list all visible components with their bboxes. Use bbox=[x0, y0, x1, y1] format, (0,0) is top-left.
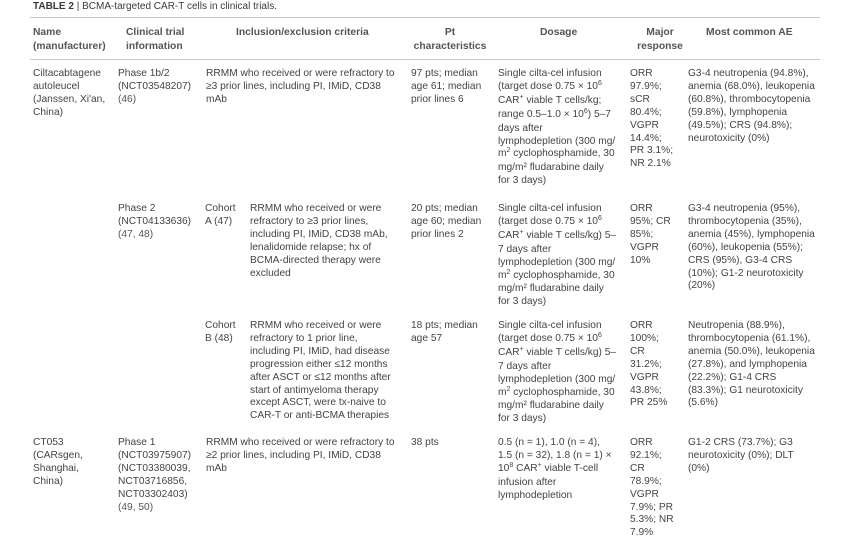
row1-ae: G3-4 neutropenia (94.8%), anemia (68.0%), leukopenia (60.8%), thrombocytopenia (59.8%), lymphopenia (49.5%); CRS (94.8%); neurotoxicity (0%) bbox=[688, 68, 815, 144]
row1-pt: 97 pts; median age 61; median prior lines 6 bbox=[411, 68, 482, 105]
row1-name: Ciltacabtagene autoleucel (Janssen, Xi'an, China) bbox=[33, 68, 106, 118]
header-name: Name (manufacturer) bbox=[33, 27, 106, 52]
header-response: Major response bbox=[637, 27, 683, 52]
row4-trial: Phase 1 (NCT03975907) (NCT03380039, NCT03716856, NCT03302403) (49, 50) bbox=[118, 437, 192, 513]
row1-response: ORR 97.9%; sCR 80.4%; VGPR 14.4%; PR 3.1%; NR 2.1% bbox=[630, 68, 674, 170]
row3-criteria: RRMM who received or were refractory to 1 prior line, including PI, IMiD, had disease progression either ≤12 months after ASCT or ≤12 months after start of antimyeloma therapy except ASCT, were tx-naive to CAR-T or anti-BCMA therapies bbox=[250, 320, 391, 422]
row2-ae: G3-4 neutropenia (95%), thrombocytopenia (35%), anemia (45%), lymphopenia (60%), leukopenia (55%); CRS (95%), G3-4 CRS (10%); G1-2 neurotoxicity (20%) bbox=[688, 203, 815, 292]
top-rule bbox=[30, 17, 820, 18]
table-label: TABLE 2 bbox=[33, 1, 74, 12]
header-pt: Pt characteristics bbox=[413, 27, 487, 52]
header-dosage: Dosage bbox=[540, 27, 578, 38]
row2-pt: 20 pts; median age 60; median prior lines 2 bbox=[411, 203, 482, 240]
table-caption bbox=[33, 0, 277, 13]
row3-cohort: Cohort B (48) bbox=[205, 320, 236, 344]
row1-criteria: RRMM who received or were refractory to ≥3 prior lines, including PI, IMiD, CD38 mAb bbox=[206, 68, 395, 105]
row4-ae: G1-2 CRS (73.7%); G3 neurotoxicity (0%); DLT (0%) bbox=[688, 437, 794, 474]
row4-criteria: RRMM who received or were refractory to ≥2 prior lines, including PI, IMiD, CD38 mAb bbox=[206, 437, 395, 474]
header-criteria: Inclusion/exclusion criteria bbox=[236, 27, 369, 38]
row4-name: CT053 (CARsgen, Shanghai, China) bbox=[33, 437, 83, 487]
header-trial: Clinical trial information bbox=[126, 27, 185, 52]
row3-response: ORR 100%; CR 31.2%; VGPR 43.8%; PR 25% bbox=[630, 320, 668, 409]
header-ae: Most common AE bbox=[706, 27, 793, 38]
row4-pt: 38 pts bbox=[411, 437, 439, 448]
row2-response: ORR 95%; CR 85%; VGPR 10% bbox=[630, 203, 671, 266]
row3-ae: Neutropenia (88.9%), thrombocytopenia (61.1%), anemia (50.0%), leukopenia (27.8%), and lymphopenia (22.2%); G1-4 CRS (83.3%); G1 neurotoxicity (5.6%) bbox=[688, 320, 815, 409]
row3-pt: 18 pts; median age 57 bbox=[411, 320, 478, 344]
header-rule bbox=[30, 59, 820, 60]
row4-response: ORR 92.1%; CR 78.9%; VGPR 7.9%; PR 5.3%; NR 7.9% bbox=[630, 437, 674, 539]
caption-separator: | bbox=[76, 1, 80, 12]
row4-dosage: 0.5 (n = 1), 1.0 (n = 4), 1.5 (n = 32), 1.8 (n = 1) × $10^8$ CAR+ viable T-cell infusion after lymphodepletion bbox=[498, 437, 612, 501]
row2-trial: Phase 2 (NCT04133636) (47, 48) bbox=[118, 203, 192, 240]
row2-cohort: Cohort A (47) bbox=[205, 203, 236, 227]
row1-dosage: Single cilta-cel infusion (target dose $0.75 \times 10^6$ CAR+ viable T cells/kg; range $0.5-1.0 \times 10^6$) 5–7 days after lymphodepletion (300 mg/ $m^2$ cyclophosphamide, 30 mg/m² fludarabine daily for 3 days) bbox=[498, 68, 616, 187]
row2-criteria: RRMM who received or were refractory to ≥3 prior lines, including PI, IMiD, CD38 mAb, lenalidomide relapse; hx of BCMA-directed therapy were excluded bbox=[250, 203, 388, 279]
row2-dosage: Single cilta-cel infusion (target dose $0.75 \times 10^6$ CAR+ viable T cells/kg) 5– 7 days after lymphodepletion (300 mg/ $m^2$ cyclophosphamide, 30 mg/m² fludarabine daily for 3 days) bbox=[498, 203, 617, 308]
row3-dosage: Single cilta-cel infusion (target dose $0.75 \times 10^6$ CAR+ viable T cells/kg) 5– 7 days after lymphodepletion (300 mg/ $m^2$ cyclophosphamide, 30 mg/m² fludarabine daily for 3 days) bbox=[498, 320, 617, 425]
row1-trial: Phase 1b/2 (NCT03548207) (46) bbox=[118, 68, 192, 105]
caption-text: BCMA-targeted CAR-T cells in clinical trials. bbox=[82, 1, 277, 12]
